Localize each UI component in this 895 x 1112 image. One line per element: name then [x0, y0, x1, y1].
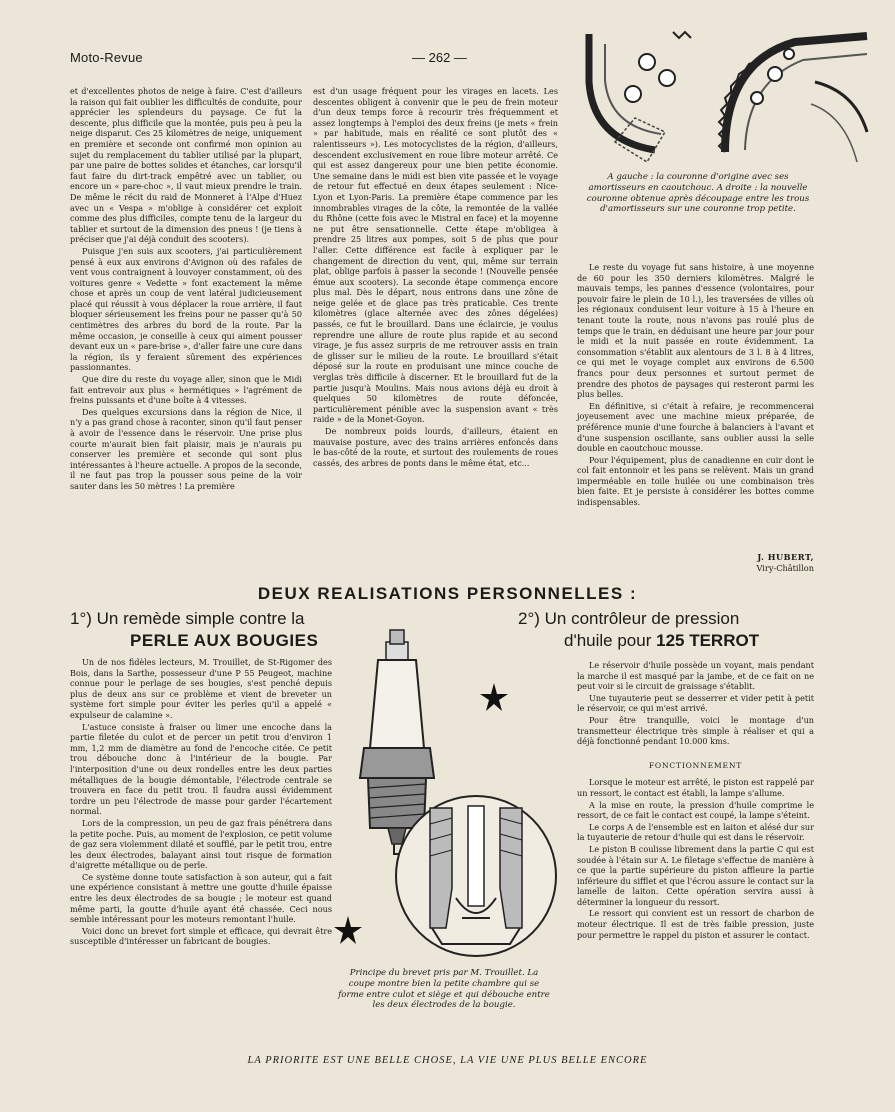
sprocket-caption: A gauche : la couronne d'origine avec ses amortisseurs en caoutchouc. A droite : la nouvelle couronne obtenue après découpage entre les trous d'amortisseurs sur une couronne trop petite. [586, 172, 810, 215]
paragraph: Pour l'équipement, plus de canadienne en cuir dont le col fait entonnoir et les pans se relèvent. Mais un grand imperméable en toile huilée ou une combinaison très bien faite. Et je persiste à considérer les bottes comme indispensables. [577, 454, 814, 508]
magazine-title: Moto-Revue [70, 50, 143, 65]
plug-cross-section [396, 796, 556, 956]
paragraph: Que dire du reste du voyage aller, sinon que le Midi fait entrevoir aux plus « hermétiques » l'agrément de freins puissants et d'une boîte à 4 vitesses. [70, 374, 302, 406]
article1-title-line1: 1°) Un remède simple contre la [70, 609, 305, 628]
paragraph: Des quelques excursions dans la région de Nice, il n'y a pas grand chose à raconter, sinon qu'il faut penser à avoir de l'essence dans le réservoir. Une prise plus courte m'aurait bien fait plaisir, mais je n'aurais pu conserver les première et seconde qui sont plus intéressantes à l'heure actuelle. A propos de la seconde, il ne faut pas trop la pousser sous peine de la voir sauter dans les 50 mètres ! La première [70, 406, 302, 491]
travel-column-2 [313, 86, 558, 469]
author-name: J. HUBERT, [757, 552, 814, 562]
paragraph: En définitive, si c'était à refaire, je recommencerai joyeusement avec une machine mieux préparée, de préférence munie d'une fourche à balanciers à l'avant et d'une suspension oscillante, sans oublier aussi la selle double en caoutchouc mousse. [577, 400, 814, 454]
subheading: FONCTIONNEMENT [648, 760, 743, 770]
article2-body [577, 660, 814, 941]
paragraph: Le réservoir d'huile possède un voyant, mais pendant la marche il est masqué par la jambe, et de ce fait on ne peut voir si le circuit de graissage s'établit. [577, 660, 814, 692]
paragraph: Le corps A de l'ensemble est en laiton et alésé dur sur la tuyauterie de retour d'huile qui est dans le réservoir. [577, 821, 814, 843]
article1-title-line2: PERLE AUX BOUGIES [130, 631, 319, 650]
paragraph: Le ressort qui convient est un ressort de charbon de moteur électrique. Il est de très faible pression, juste pour permettre le rappel du piston et assurer le contact. [577, 908, 814, 940]
paragraph: Le piston B coulisse librement dans la partie C qui est soudée à l'étain sur A. Le filetage s'effectue de manière à ce que la partie supérieure du piston affleure la partie inférieure du sifflet et que l'écrou assure le contact sur la lamelle de laiton. Cette opération servira aussi à déterminer la longueur du ressort. [577, 843, 814, 907]
paragraph: est d'un usage fréquent pour les virages en lacets. Les descentes obligent à convenir que le peu de frein moteur d'un deux temps force à recourir très fréquemment et assez longtemps à l'emploi des deux freins (je mets « frein » par habitude, mais en réalité ce sont plutôt des « ralentisseurs »). Les motocyclistes de la région, d'ailleurs, descendent exclusivement en roue libre moteur arrêté. Ce qui est assez dangereux pour une bien petite économie. Une semaine dans le midi est bien vite passée et le voyage de retour fut effectué en deux étapes seulement : Nice-Lyon et Lyon-Paris. La première étape commence par les innombrables virages de la côte, la remontée de la vallée du Rhône (cette fois avec le Mistral en face) et la moyenne ne put être sensationnelle. Cette étape m'obligea à prendre 25 litres aux pompes, soit 5 de plus que pour l'aller. Cette différence est facile à expliquer par le changement de direction du vent, qui, même sur terrain plat, oblige parfois à passer la seconde ! (Nouvelle pensée émue aux scooters). La seconde étape commença encore plus mal. Dès le départ, nous entrons dans une zône de neige gelée et de glace pas très praticable. Ces trente kilomètres (glace alternée avec des zônes dégelées) passés, ce fut le brouillard. Dans une éclaircie, je voulus reprendre une allure de route plus rapide et au second virage, je fus assez surpris de me retrouver assis en train de glisser sur le milieu de la route. Le brouillard s'était déposé sur la route en produisant une mince couche de verglas très difficile à discerner. Et le brouillard fut de la partie jusqu'à Moulins. Mais nous avions déjà eu droit à quelques 50 kilomètres de route défoncée, particulièrement pénible avec la suspension avant « très raide » de la Monet-Goyon. [313, 86, 558, 425]
author-signature [577, 552, 814, 574]
spark-plug-figure [334, 628, 574, 968]
paragraph: Le reste du voyage fut sans histoire, à une moyenne de 60 pour les 350 derniers kilomètres. Malgré le mauvais temps, les pannes d'essence (volontaires, pour pouvoir faire le plein de 10 l.), les traversées de villes où les régionaux conduisent leur voiture à 15 à l'heure en tenant toute la route, nous n'avons pas roulé plus de temps que le train, en déduisant une heure par jour pour le midi et la nuit passée en route évidemment. La consommation s'établit aux alentours de 3 l. 8 à 4 litres, ce qui met le voyage complet aux environs de 6.500 francs pour deux personnes et surtout permet de prendre des photos de paysages qui resteront parmi les plus belles. [577, 262, 814, 400]
travel-column-1 [70, 86, 302, 493]
paragraph: Ce système donne toute satisfaction à son auteur, qui a fait une expérience consistant à mettre une goutte d'huile épaisse entre les deux électrodes de sa bougie ; le moteur est quand même parti, la goutte d'huile ayant été chassée. Ceci nous semble intéressant pour les moteurs remontant l'huile. [70, 871, 332, 925]
star-icon [480, 683, 508, 711]
paragraph: Lorsque le moteur est arrêté, le piston est rappelé par un ressort, le contact est établi, la lampe s'allume. [577, 777, 814, 798]
page-number: — 262 — [412, 50, 467, 65]
paragraph: Une tuyauterie peut se desserrer et vider petit à petit le réservoir, ce qui m'est arrivé. [577, 692, 814, 714]
paragraph: A la mise en route, la pression d'huile comprime le ressort, de ce fait le contact est coupé, la lampe s'éteint. [577, 799, 814, 821]
sprocket-figure [575, 22, 875, 170]
article2-title-prefix: d'huile pour [564, 631, 652, 650]
paragraph: et d'excellentes photos de neige à faire. C'est d'ailleurs la raison qui fait oublier les difficultés de conduite, pour apprécier les splendeurs du paysage. Ce fut la descente, plus difficile que la montée, puis peu à peu la neige disparut. Ces 25 kilomètres de neige, uniquement en première et seconde ont confirmé mon opinion au sujet du remplacement du tablier utilisé par la plupart, par une paire de bottes solides et étanches, car lorsqu'il faut faire du dirt-track empêtré avec un tablier, ou encore un « pare-choc », il vaut mieux prendre le train. De même le récit du raid de Monneret à l'Alpe d'Huez avec un « Vespa » m'oblige à considérer cet exploit comme des plus difficiles, compte tenu de la largeur du tablier et surtout de la dimension des pneus ! (je tiens à préciser que j'ai déjà conduit des scooters). [70, 86, 302, 245]
article2-title-bold: 125 TERROT [656, 631, 760, 650]
article2-title-line1: 2°) Un contrôleur de pression [518, 609, 740, 628]
paragraph: Pour être tranquille, voici le montage d'un transmetteur électrique très simple à réaliser et qui a déjà fonctionné pendant 10.000 kms. [577, 714, 814, 747]
paragraph: L'astuce consiste à fraiser ou limer une encoche dans la partie filetée du culot et de percer un petit trou d'environ 1 mm, 1,2 mm de diamètre au fond de l'encoche citée. Ce petit trou débouche donc à l'intérieur de la bougie. Par l'interposition d'une ou deux rondelles entre les deux parties métalliques de la bougie démontable, l'électrode centrale se trouvera en face du petit trou. Il faudra aussi évidemment tordre un peu l'électrode de masse pour garder l'écartement normal. [70, 721, 332, 817]
footer-slogan: LA PRIORITE EST UNE BELLE CHOSE, LA VIE UNE PLUS BELLE ENCORE [247, 1055, 648, 1066]
article1-body [70, 657, 332, 948]
paragraph: Voici donc un brevet fort simple et efficace, qui devrait être susceptible d'intéresser un fabricant de bougies. [70, 925, 332, 947]
travel-column-3 [577, 262, 814, 509]
author-place: Viry-Châtillon [756, 563, 814, 573]
paragraph: De nombreux poids lourds, d'ailleurs, étaient en mauvaise posture, avec des trains arrières enfoncés dans le bas-côté de la route, et surtout des roulements de roues cassés, des arbres de ponts dans le même état, etc... [313, 426, 558, 468]
star-icon [334, 916, 362, 944]
paragraph: Lors de la compression, un peu de gaz frais pénétrera dans la petite poche. Puis, au moment de l'explosion, ce petit volume de gaz sera violemment dilaté et soufflé, par le petit trou, entre les deux électrodes, balayant ainsi tout risque de formation d'aigrette métallique ou de perle. [70, 817, 332, 871]
spark-plug-caption: Principe du brevet pris par M. Trouillet. La coupe montre bien la petite chambre qui se forme entre culot et siège et qui débouche entre les deux électrodes de la bougie. [338, 968, 550, 1011]
paragraph: Un de nos fidèles lecteurs, M. Trouillet, de St-Rigomer des Bois, dans la Sarthe, possesseur d'une P 55 Peugeot, machine connue pour le perlage de ses bougies, s'est penché depuis plus de deux ans sur ce problème et vient de breveter un système fort simple pour éviter les perles qu'il a appelé « expulseur de calamine ». [70, 657, 332, 720]
section-banner: DEUX REALISATIONS PERSONNELLES : [257, 584, 638, 603]
paragraph: Puisque j'en suis aux scooters, j'ai particulièrement pensé à eux aux environs d'Avignon où des rafales de vent vous contraignent à louvoyer constamment, où des voitures genre « Vedette » font exactement la même chose et après un coup de vent latéral judicieusement placé qui réussit à vous déplacer la roue arrière, il faut bloquer sérieusement les freins pour ne passer qu'à 50 centimètres des arbres du bord de la route. Par la même occasion, je conseille à ceux qui aiment pousser devant eux un « pare-brise », d'aller faire une cure dans la région, ils y feraient sûrement des expériences passionnantes. [70, 245, 302, 373]
article2-title-line2 [564, 631, 854, 651]
